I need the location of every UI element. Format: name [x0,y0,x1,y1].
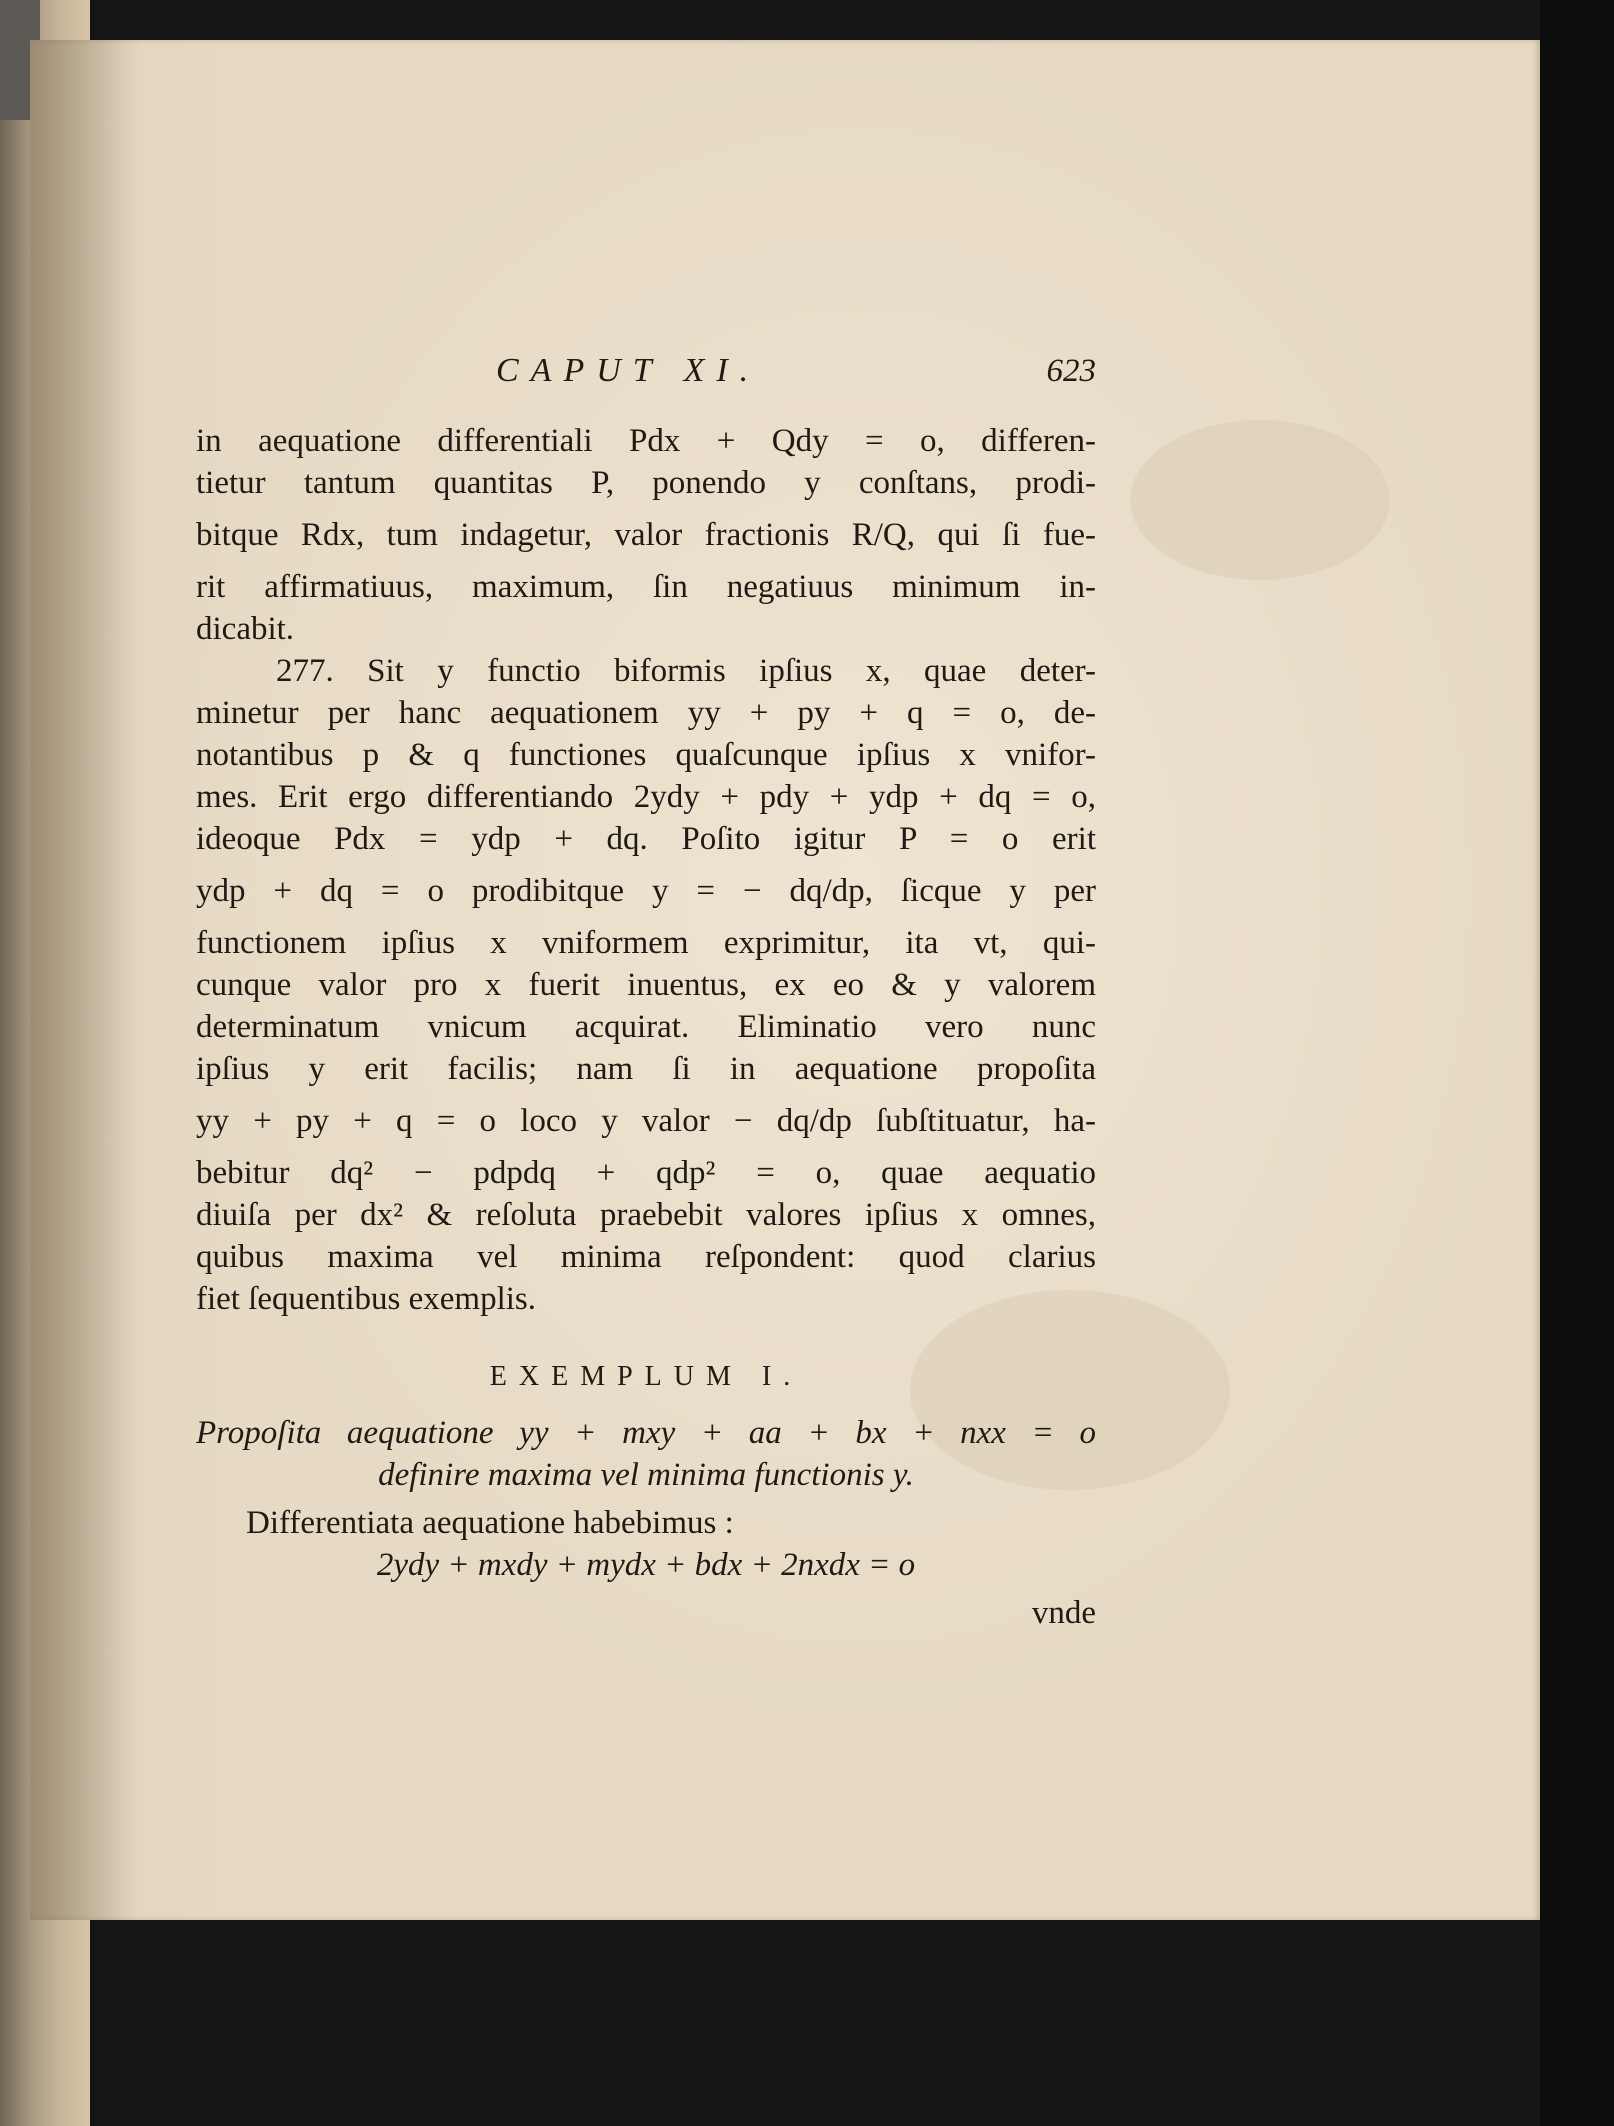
text-line: quibus maxima vel minima reſpondent: quod clarius [196,1239,1096,1275]
text-line: yy + py + q = o loco y valor − dq/dp ſubſtituatur, ha- [196,1103,1096,1139]
example-heading: EXEMPLUM I. [489,1361,803,1392]
text-line: tietur tantum quantitas P, ponendo y conſtans, prodi- [196,465,1096,501]
text-line: diuiſa per dx² & reſoluta praebebit valores ipſius x omnes, [196,1197,1096,1233]
text-line: rit affirmatiuus, maximum, ſin negatiuus minimum in- [196,569,1096,605]
text-line: 277. Sit y functio biformis ipſius x, quae deter- [276,653,1096,689]
text-line: notantibus p & q functiones quaſcunque ipſius x vnifor- [196,737,1096,773]
text-line: mes. Erit ergo differentiando 2ydy + pdy + ydp + dq = o, [196,779,1096,815]
text-line: ydp + dq = o prodibitque y = − dq/dp, ſicque y per [196,873,1096,909]
paper-stain [1130,420,1390,580]
text-line: ipſius y erit facilis; nam ſi in aequatione propoſita [196,1051,1096,1087]
page-text [196,350,1096,1634]
running-title: CAPUT XI. [496,352,761,389]
text-line: bebitur dq² − pdpdq + qdp² = o, quae aequatio [196,1155,1096,1191]
text-line: fiet ſequentibus exemplis. [196,1281,537,1317]
equation: 2ydy + mxdy + mydx + bdx + 2nxdx = o [376,1547,916,1583]
text-line: minetur per hanc aequationem yy + py + q = o, de- [196,695,1096,731]
catchword: vnde [1031,1595,1096,1631]
example-statement-continued: definire maxima vel minima functionis y. [378,1457,914,1493]
text-line: Differentiata aequatione habebimus : [246,1505,734,1541]
paragraph-277 [196,650,1096,1320]
text-line: cunque valor pro x fuerit inuentus, ex eo & y valorem [196,967,1096,1003]
background-right [1540,0,1614,2126]
text-line: dicabit. [196,611,295,647]
gutter-shadow [30,40,140,1920]
text-line: functionem ipſius x vniformem exprimitur, ita vt, qui- [196,925,1096,961]
page-number: 623 [1046,353,1096,389]
paragraph-1 [196,420,1096,650]
example-statement: Propoſita aequatione yy + mxy + aa + bx + nxx = o [196,1415,1096,1451]
text-line: determinatum vnicum acquirat. Eliminatio vero nunc [196,1009,1096,1045]
running-head [196,350,1096,420]
text-line: in aequatione differentiali Pdx + Qdy = o, differen- [196,423,1096,459]
text-line: ideoque Pdx = ydp + dq. Poſito igitur P = o erit [196,821,1096,857]
text-line: bitque Rdx, tum indagetur, valor fractionis R/Q, qui ſi fue- [196,517,1096,553]
